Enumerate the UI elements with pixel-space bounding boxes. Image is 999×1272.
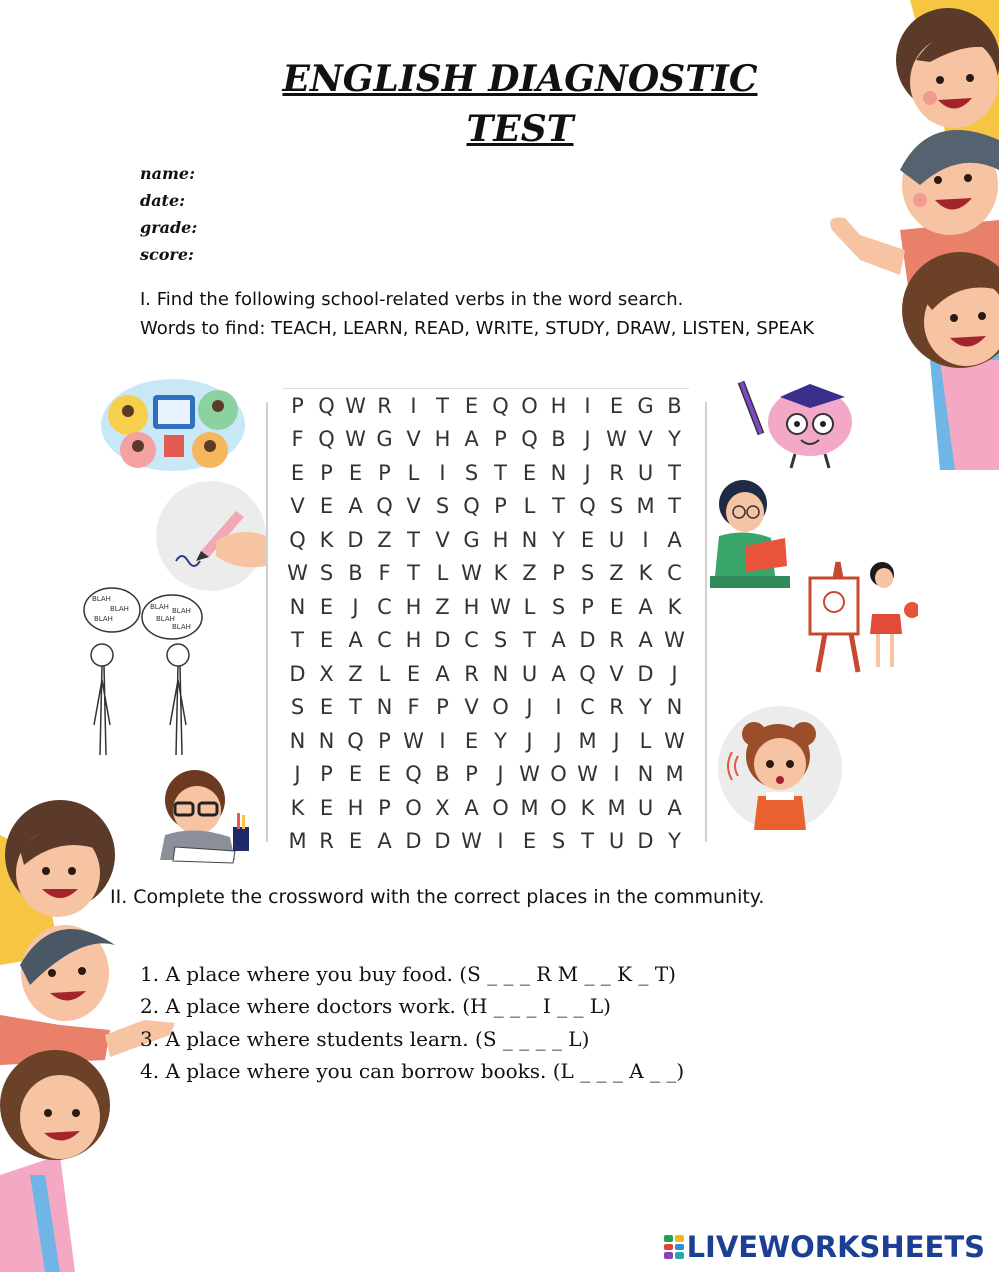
word-search-cell[interactable]: L — [523, 594, 536, 619]
word-search-row — [283, 791, 689, 825]
word-search-cell[interactable]: J — [526, 728, 533, 753]
word-search-cell[interactable]: M — [636, 494, 655, 519]
word-search-cell[interactable]: S — [493, 628, 508, 653]
grade-field-label: grade: — [140, 218, 198, 237]
word-search-cell[interactable]: O — [492, 795, 509, 820]
word-search-row — [283, 590, 689, 624]
word-search-cell[interactable]: Y — [668, 829, 681, 854]
word-search-cell[interactable]: V — [435, 527, 450, 552]
section1-words-to-find: Words to find: TEACH, LEARN, READ, WRITE, STUDY, DRAW, LISTEN, SPEAK — [140, 318, 815, 339]
word-search-cell[interactable]: R — [609, 695, 624, 720]
word-search-cell[interactable]: Y — [639, 695, 652, 720]
word-search-cell[interactable]: O — [405, 795, 422, 820]
word-search-row — [283, 423, 689, 457]
word-search-cell[interactable]: P — [320, 762, 333, 787]
word-search-cell[interactable]: Z — [377, 527, 392, 552]
word-search-cell[interactable]: J — [294, 762, 301, 787]
word-search-cell[interactable]: Z — [435, 594, 450, 619]
liveworksheets-logo-icon — [664, 1235, 684, 1259]
word-search-cell[interactable]: E — [377, 762, 392, 787]
word-search-cell[interactable]: K — [580, 795, 595, 820]
boy-reading-icon — [705, 476, 795, 591]
word-search-cell[interactable]: H — [463, 594, 480, 619]
liveworksheets-logo — [664, 1230, 985, 1264]
word-search-cell[interactable]: A — [348, 628, 363, 653]
word-search-cell[interactable]: A — [667, 527, 682, 552]
word-search-cell[interactable]: E — [348, 762, 363, 787]
word-search-cell[interactable]: Q — [318, 427, 335, 452]
word-search-cell[interactable]: A — [464, 427, 479, 452]
word-search-right-divider — [705, 402, 707, 842]
word-search-cell[interactable]: D — [434, 829, 451, 854]
word-search-cell[interactable]: Q — [376, 494, 393, 519]
title-line-1: ENGLISH DIAGNOSTIC — [282, 58, 758, 100]
word-search-cell[interactable]: K — [290, 795, 305, 820]
word-search-cell[interactable]: Q — [289, 527, 306, 552]
word-search-cell[interactable]: U — [637, 795, 654, 820]
word-search-cell[interactable]: N — [318, 728, 335, 753]
word-search-cell[interactable]: P — [581, 594, 594, 619]
word-search-cell[interactable]: H — [405, 628, 422, 653]
word-search-cell[interactable]: V — [609, 661, 624, 686]
word-search-cell[interactable]: P — [552, 561, 565, 586]
word-search-cell[interactable]: P — [465, 762, 478, 787]
word-search-cell[interactable]: N — [521, 527, 538, 552]
word-search-cell[interactable]: L — [378, 661, 391, 686]
word-search-cell[interactable]: Q — [579, 494, 596, 519]
score-field-label: score: — [140, 245, 194, 264]
word-search-cell[interactable]: V — [290, 494, 305, 519]
word-search-cell[interactable]: T — [436, 393, 449, 418]
word-search-cell[interactable]: H — [492, 527, 509, 552]
word-search-cell[interactable]: N — [550, 460, 567, 485]
word-search-cell[interactable]: Q — [405, 762, 422, 787]
word-search-cell[interactable]: R — [377, 393, 392, 418]
word-search-cell[interactable]: T — [291, 628, 304, 653]
word-search-row — [283, 389, 689, 423]
word-search-cell[interactable]: Q — [521, 427, 538, 452]
word-search-cell[interactable]: T — [552, 494, 565, 519]
word-search-cell[interactable]: N — [492, 661, 509, 686]
liveworksheets-logo-text: LIVEWORKSHEETS — [686, 1230, 985, 1264]
word-search-cell[interactable]: W — [664, 628, 685, 653]
blah-text: BLAH — [92, 595, 111, 603]
word-search-cell[interactable]: S — [464, 460, 479, 485]
word-search-cell[interactable]: J — [613, 728, 620, 753]
word-search-cell[interactable]: H — [550, 393, 567, 418]
word-search-cell[interactable]: C — [667, 561, 682, 586]
word-search-cell[interactable]: P — [378, 728, 391, 753]
word-search-cell[interactable]: V — [406, 494, 421, 519]
word-search-cell[interactable]: C — [464, 628, 479, 653]
word-search-cell[interactable]: J — [584, 427, 591, 452]
word-search-cell[interactable]: M — [665, 762, 684, 787]
clue-3: 3. A place where students learn. (S _ _ _ _ L) — [140, 1027, 590, 1051]
brain-graduate-icon — [735, 372, 875, 472]
word-search-cell[interactable]: H — [434, 427, 451, 452]
writing-hand-icon — [156, 481, 266, 591]
word-search-cell[interactable]: Z — [348, 661, 363, 686]
word-search-cell[interactable]: J — [352, 594, 359, 619]
word-search-cell[interactable]: F — [291, 427, 304, 452]
word-search-cell[interactable]: G — [376, 427, 393, 452]
word-search-cell[interactable]: W — [490, 594, 511, 619]
word-search-cell[interactable]: V — [406, 427, 421, 452]
word-search-row — [283, 758, 689, 792]
word-search-cell[interactable]: R — [464, 661, 479, 686]
word-search-cell[interactable]: A — [464, 795, 479, 820]
word-search-cell[interactable]: V — [638, 427, 653, 452]
word-search-cell[interactable]: Q — [579, 661, 596, 686]
word-search-cell[interactable]: D — [434, 628, 451, 653]
word-search-cell[interactable]: D — [347, 527, 364, 552]
word-search-cell[interactable]: S — [551, 594, 566, 619]
word-search-cell[interactable]: I — [439, 728, 446, 753]
word-search-cell[interactable]: J — [497, 762, 504, 787]
word-search-cell[interactable]: F — [378, 561, 391, 586]
word-search-cell[interactable]: W — [287, 561, 308, 586]
word-search-cell[interactable]: P — [494, 494, 507, 519]
word-search-cell[interactable]: S — [435, 494, 450, 519]
word-search-cell[interactable]: U — [637, 460, 654, 485]
word-search-cell[interactable]: W — [606, 427, 627, 452]
word-search-cell[interactable]: P — [291, 393, 304, 418]
word-search-cell[interactable]: Q — [347, 728, 364, 753]
blah-text: BLAH — [94, 615, 113, 623]
word-search-cell[interactable]: J — [555, 728, 562, 753]
word-search-cell[interactable]: E — [348, 460, 363, 485]
word-search-cell[interactable]: G — [463, 527, 480, 552]
word-search-cell[interactable]: N — [637, 762, 654, 787]
word-search-cell[interactable]: U — [608, 527, 625, 552]
date-field-label: date: — [140, 191, 186, 210]
word-search-cell[interactable]: L — [639, 728, 652, 753]
word-search-cell[interactable]: I — [410, 393, 417, 418]
word-search-cell[interactable]: C — [580, 695, 595, 720]
word-search-cell[interactable]: L — [407, 460, 420, 485]
girl-painting-icon — [808, 552, 918, 677]
word-search-cell[interactable]: E — [348, 829, 363, 854]
word-search-cell[interactable]: R — [609, 628, 624, 653]
word-search-cell[interactable]: Y — [552, 527, 565, 552]
word-search-cell[interactable]: A — [638, 628, 653, 653]
word-search-cell[interactable]: Y — [668, 427, 681, 452]
word-search-cell[interactable]: I — [642, 527, 649, 552]
word-search-cell[interactable]: U — [608, 829, 625, 854]
word-search-row — [283, 657, 689, 691]
word-search-cell[interactable]: M — [607, 795, 626, 820]
word-search-cell[interactable]: D — [405, 829, 422, 854]
word-search-cell[interactable]: W — [461, 561, 482, 586]
word-search-cell[interactable]: R — [319, 829, 334, 854]
word-search-cell[interactable]: S — [319, 561, 334, 586]
word-search-cell[interactable]: E — [319, 795, 334, 820]
word-search-cell[interactable]: I — [497, 829, 504, 854]
word-search-cell[interactable]: W — [577, 762, 598, 787]
word-search-cell[interactable]: N — [289, 594, 306, 619]
word-search-cell[interactable]: J — [671, 661, 678, 686]
word-search-cell[interactable]: H — [347, 795, 364, 820]
word-search-cell[interactable]: I — [439, 460, 446, 485]
online-learning-icon — [98, 375, 248, 475]
section2-instruction: II. Complete the crossword with the correct places in the community. — [110, 886, 765, 908]
word-search-cell[interactable]: E — [464, 728, 479, 753]
word-search-cell[interactable]: X — [435, 795, 450, 820]
word-search-cell[interactable]: T — [407, 561, 420, 586]
word-search-cell[interactable]: N — [376, 695, 393, 720]
word-search-cell[interactable]: K — [667, 594, 682, 619]
word-search-cell[interactable]: I — [555, 695, 562, 720]
word-search-cell[interactable]: W — [403, 728, 424, 753]
word-search-row — [283, 456, 689, 490]
word-search-cell[interactable]: E — [319, 695, 334, 720]
section1-instruction: I. Find the following school-related verbs in the word search. — [140, 289, 684, 310]
word-search-cell[interactable]: P — [378, 795, 391, 820]
word-search-cell[interactable]: O — [521, 393, 538, 418]
talking-stick-figures-icon — [80, 585, 205, 760]
word-search-cell[interactable]: E — [319, 628, 334, 653]
word-search-cell[interactable]: A — [348, 494, 363, 519]
word-search-cell[interactable]: J — [584, 460, 591, 485]
word-search-cell[interactable]: P — [436, 695, 449, 720]
word-search-cell[interactable]: T — [668, 494, 681, 519]
word-search-cell[interactable]: B — [551, 427, 566, 452]
word-search-row — [283, 724, 689, 758]
word-search-grid — [283, 388, 689, 859]
clue-1: 1. A place where you buy food. (S _ _ _ R M _ _ K _ T) — [140, 962, 676, 986]
word-search-cell[interactable]: E — [464, 393, 479, 418]
word-search-cell[interactable]: N — [666, 695, 683, 720]
word-search-cell[interactable]: N — [289, 728, 306, 753]
word-search-row — [283, 557, 689, 591]
word-search-cell[interactable]: D — [637, 661, 654, 686]
word-search-cell[interactable]: D — [289, 661, 306, 686]
girl-listening-icon — [718, 706, 848, 836]
word-search-cell[interactable]: M — [520, 795, 539, 820]
blah-text: BLAH — [110, 605, 129, 613]
word-search-cell[interactable]: E — [290, 460, 305, 485]
word-search-cell[interactable]: P — [494, 427, 507, 452]
word-search-cell[interactable]: W — [461, 829, 482, 854]
word-search-cell[interactable]: M — [288, 829, 307, 854]
word-search-cell[interactable]: V — [464, 695, 479, 720]
word-search-cell[interactable]: E — [319, 594, 334, 619]
word-search-cell[interactable]: Q — [463, 494, 480, 519]
word-search-cell[interactable]: I — [613, 762, 620, 787]
word-search-cell[interactable]: T — [407, 527, 420, 552]
word-search-cell[interactable]: B — [667, 393, 682, 418]
word-search-cell[interactable]: A — [667, 795, 682, 820]
word-search-cell[interactable]: C — [377, 628, 392, 653]
word-search-cell[interactable]: K — [638, 561, 653, 586]
word-search-row — [283, 624, 689, 658]
word-search-cell[interactable]: C — [377, 594, 392, 619]
word-search-cell[interactable]: S — [290, 695, 305, 720]
word-search-cell[interactable]: E — [609, 594, 624, 619]
word-search-cell[interactable]: W — [664, 728, 685, 753]
word-search-cell[interactable]: Q — [318, 393, 335, 418]
word-search-cell[interactable]: Q — [492, 393, 509, 418]
word-search-cell[interactable]: E — [319, 494, 334, 519]
clue-4: 4. A place where you can borrow books. (L _ _ _ A _ _) — [140, 1059, 685, 1083]
word-search-cell[interactable]: A — [551, 628, 566, 653]
word-search-row — [283, 490, 689, 524]
word-search-cell[interactable]: P — [378, 460, 391, 485]
word-search-cell[interactable]: B — [435, 762, 450, 787]
word-search-left-divider — [266, 402, 268, 842]
word-search-cell[interactable]: G — [637, 393, 654, 418]
word-search-cell[interactable]: A — [435, 661, 450, 686]
word-search-cell[interactable]: D — [579, 628, 596, 653]
word-search-cell[interactable]: E — [522, 829, 537, 854]
word-search-cell[interactable]: W — [345, 393, 366, 418]
word-search-cell[interactable]: R — [609, 460, 624, 485]
word-search-cell[interactable]: O — [550, 762, 567, 787]
word-search-cell[interactable]: Z — [609, 561, 624, 586]
word-search-cell[interactable]: L — [436, 561, 449, 586]
word-search-cell[interactable]: A — [377, 829, 392, 854]
word-search-cell[interactable]: X — [319, 661, 334, 686]
word-search-cell[interactable]: A — [551, 661, 566, 686]
word-search-cell[interactable]: P — [320, 460, 333, 485]
word-search-row — [283, 825, 689, 859]
word-search-cell[interactable]: U — [521, 661, 538, 686]
word-search-cell[interactable]: Z — [522, 561, 537, 586]
word-search-cell[interactable]: I — [584, 393, 591, 418]
word-search-cell[interactable]: T — [494, 460, 507, 485]
word-search-cell[interactable]: F — [407, 695, 420, 720]
word-search-cell[interactable]: J — [526, 695, 533, 720]
word-search-cell[interactable]: K — [493, 561, 508, 586]
word-search-cell[interactable]: E — [609, 393, 624, 418]
word-search-cell[interactable]: S — [580, 561, 595, 586]
name-field-label: name: — [140, 164, 196, 183]
word-search-cell[interactable]: Y — [494, 728, 507, 753]
word-search-cell[interactable]: O — [550, 795, 567, 820]
word-search-cell[interactable]: B — [348, 561, 363, 586]
word-search-cell[interactable]: T — [349, 695, 362, 720]
word-search-cell[interactable]: T — [523, 628, 536, 653]
word-search-cell[interactable]: W — [519, 762, 540, 787]
word-search-row — [283, 523, 689, 557]
word-search-cell[interactable]: E — [522, 460, 537, 485]
word-search-cell[interactable]: E — [580, 527, 595, 552]
blah-text: BLAH — [156, 615, 175, 623]
student-studying-icon — [145, 765, 255, 865]
word-search-cell[interactable]: W — [345, 427, 366, 452]
word-search-cell[interactable]: S — [551, 829, 566, 854]
word-search-cell[interactable]: H — [405, 594, 422, 619]
word-search-cell[interactable]: A — [638, 594, 653, 619]
word-search-cell[interactable]: D — [637, 829, 654, 854]
blah-text: BLAH — [150, 603, 169, 611]
word-search-cell[interactable]: T — [668, 460, 681, 485]
blah-text: BLAH — [172, 607, 191, 615]
word-search-cell[interactable]: E — [406, 661, 421, 686]
word-search-cell[interactable]: K — [319, 527, 334, 552]
word-search-cell[interactable]: L — [523, 494, 536, 519]
clue-2: 2. A place where doctors work. (H _ _ _ I _ _ L) — [140, 994, 611, 1018]
word-search-row — [283, 691, 689, 725]
word-search-cell[interactable]: S — [609, 494, 624, 519]
blah-text: BLAH — [172, 623, 191, 631]
word-search-cell[interactable]: O — [492, 695, 509, 720]
word-search-cell[interactable]: M — [578, 728, 597, 753]
word-search-cell[interactable]: T — [581, 829, 594, 854]
title-line-2: TEST — [466, 108, 574, 150]
